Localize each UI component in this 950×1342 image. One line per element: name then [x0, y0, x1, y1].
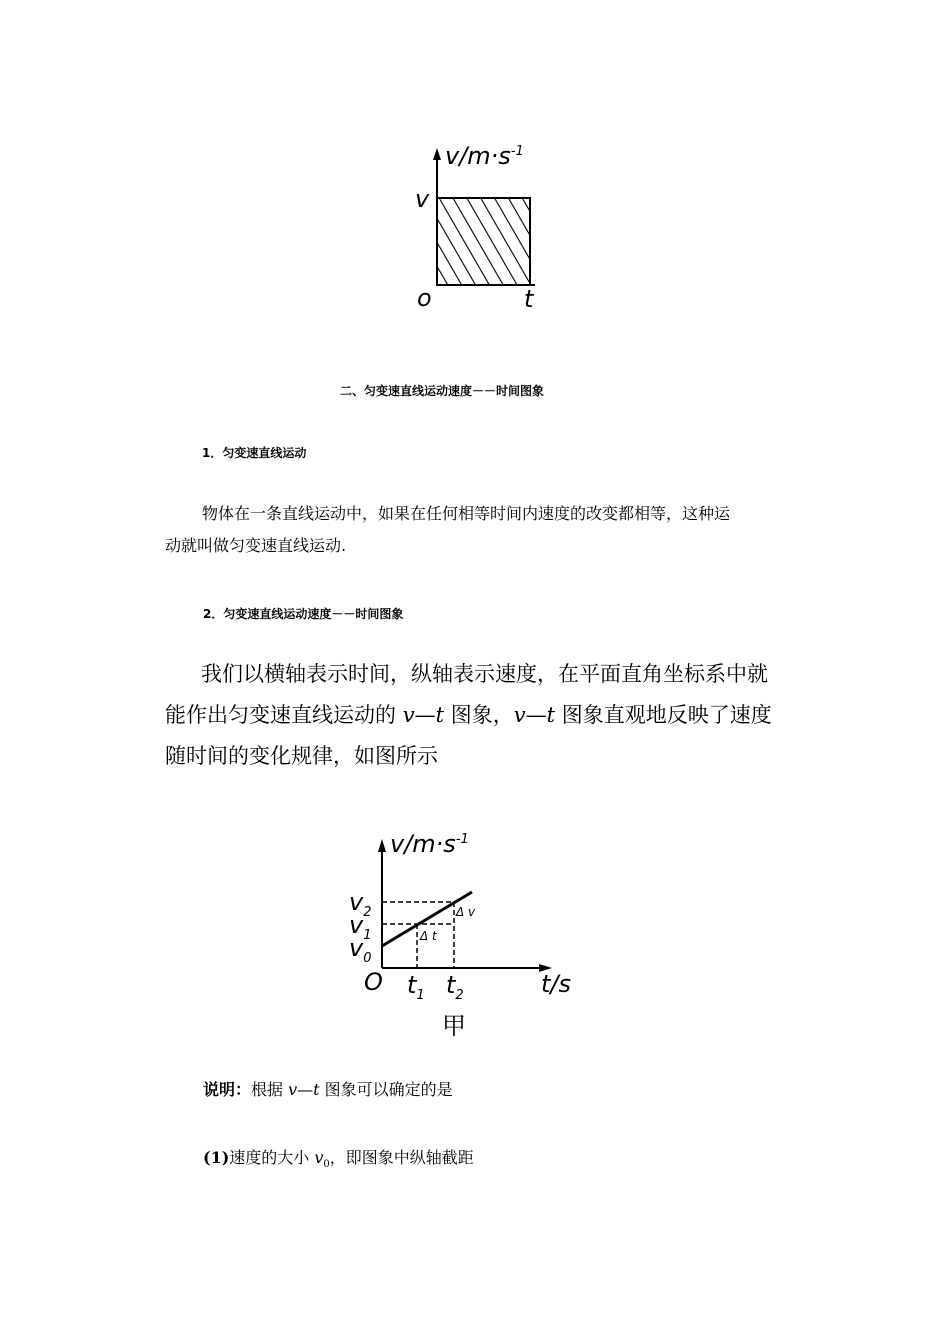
v-value-label: v [415, 185, 430, 213]
v2-label: $v_2$ [349, 888, 372, 920]
y-axis-label: $v/m\cdot s^{-1}$ [390, 830, 469, 858]
item2-line2: 能作出匀变速直线运动的 v—t 图象，v—t 图象直观地反映了速度 [165, 703, 772, 727]
y-axis-label: $v/m\cdot s^{-1}$ [445, 142, 524, 170]
t2-label: $t_2$ [446, 971, 464, 1003]
item1-heading: 1．匀变速直线运动 [202, 446, 307, 460]
item1-paragraph-line2: 动就叫做匀变速直线运动. [165, 536, 347, 555]
origin-label: O [364, 968, 383, 996]
origin-label: o [417, 284, 432, 312]
item1-paragraph [165, 498, 790, 562]
v0-label: $v_0$ [349, 934, 372, 966]
figure-constant-velocity [405, 140, 565, 320]
point1-line: (1)速度的大小 $v_0$，即图象中纵轴截距 [203, 1148, 474, 1171]
note-line: 说明：根据 v—t 图象可以确定的是 [203, 1080, 453, 1099]
shaded-area [437, 198, 530, 285]
figure-vt-graph [340, 825, 590, 1040]
item1-paragraph-line1: 物体在一条直线运动中，如果在任何相等时间内速度的改变都相等，这种运 [202, 504, 731, 523]
item2-paragraph [165, 654, 795, 777]
figure-caption: 甲 [442, 1012, 466, 1040]
y-axis-arrow [433, 148, 441, 160]
delta-v-label: Δ v [456, 905, 476, 919]
section-heading: 二、匀变速直线运动速度－－时间图象 [340, 384, 545, 398]
t1-label: $t_1$ [407, 971, 425, 1003]
delta-t-label: Δ t [420, 929, 437, 943]
y-axis-arrow [378, 839, 386, 852]
item2-line1: 我们以横轴表示时间，纵轴表示速度，在平面直角坐标系中就 [201, 662, 768, 686]
point1-number: (1) [203, 1148, 230, 1167]
x-axis-label: t/s [541, 970, 571, 998]
item2-line3: 随时间的变化规律，如图所示 [165, 744, 438, 768]
note-label: 说明： [203, 1080, 252, 1099]
item2-heading: 2．匀变速直线运动速度－－时间图象 [203, 607, 404, 621]
v1-label: $v_1$ [349, 911, 372, 943]
t-value-label: t [524, 285, 534, 313]
